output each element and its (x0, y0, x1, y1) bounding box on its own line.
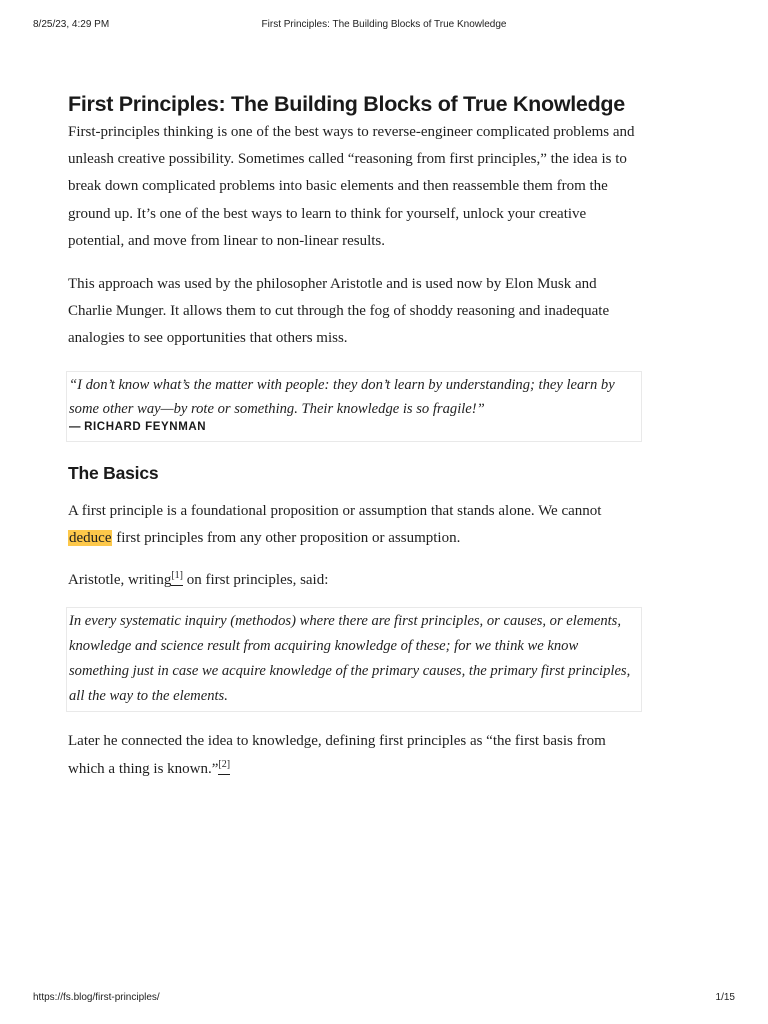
highlighted-word: deduce (69, 529, 112, 546)
quote-author (69, 420, 639, 434)
footnote-link[interactable]: [2] (218, 759, 230, 775)
print-page-number: 1/15 (715, 992, 735, 1003)
basics-text: A first principle is a foundational proposition or assumption that stands alone. We cannot (68, 502, 602, 519)
aristotle-intro-text: Aristotle, writing (68, 572, 172, 589)
print-datetime: 8/25/23, 4:29 PM (33, 19, 110, 30)
aristotle-intro (68, 567, 640, 594)
later-paragraph (68, 728, 640, 782)
later-text: Later he connected the idea to knowledge, defining first principles as “the first basis from which a thing is known.” (68, 733, 606, 777)
intro-paragraph: First-principles thinking is one of the best ways to reverse-engineer complicated problems and unleash creative possibility. Sometimes called “reasoning from first principles,” the idea is to break down complicated problems into basic elements and then reassemble them from the ground up. It’s one of the best ways to learn to think for yourself, unlock your creative potential, and move from linear to non-linear results. (68, 124, 635, 249)
aristotle-intro-text: on first principles, said: (183, 572, 329, 589)
quote-author-name: RICHARD FEYNMAN (84, 420, 207, 433)
print-page-title: First Principles: The Building Blocks of True Knowledge (261, 19, 507, 30)
footnote-link[interactable]: [1] (171, 570, 183, 586)
print-url: https://fs.blog/first-principles/ (33, 992, 160, 1003)
quote-text: “I don’t know what’s the matter with people: they don’t learn by understanding; they learn by some other way—by rote or something. Their knowledge is so fragile!” (69, 376, 615, 418)
basics-text: first principles from any other proposition or assumption. (112, 529, 461, 546)
block-quote (66, 607, 642, 712)
intro-paragraph: This approach was used by the philosopher Aristotle and is used now by Elon Musk and Charlie Munger. It allows them to cut through the fog of shoddy reasoning and inadequate analogies to see opportunities that others miss. (68, 276, 610, 347)
article-title: First Principles: The Building Blocks of True Knowledge (68, 92, 625, 116)
quote-dash: — (69, 420, 82, 433)
block-quote-text: In every systematic inquiry (methodos) where there are first principles, or causes, or elements, knowledge and science result from acquiring knowledge of these; for we think we know something just in case we acquire knowledge of the primary causes, the primary first principles, all the way to the elements. (69, 613, 631, 704)
section-heading-basics: The Basics (68, 462, 159, 483)
article (68, 90, 640, 783)
pull-quote (66, 371, 642, 442)
basics-paragraph (68, 498, 640, 552)
